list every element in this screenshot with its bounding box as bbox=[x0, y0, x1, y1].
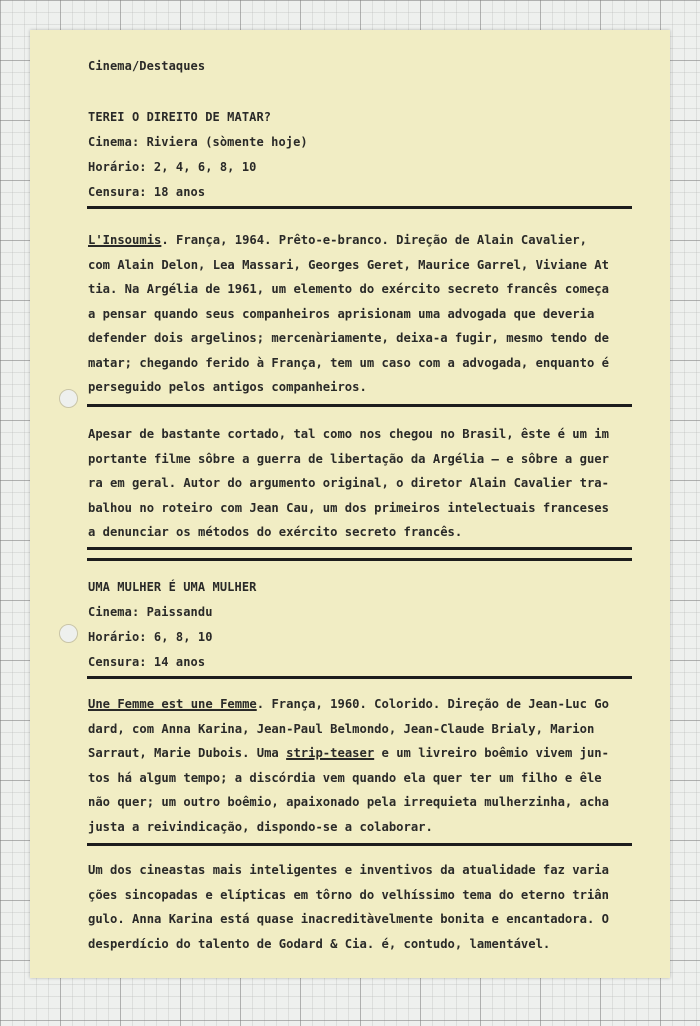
film1-horario: Horário: 2, 4, 6, 8, 10 bbox=[88, 160, 257, 174]
punch-hole bbox=[59, 624, 78, 643]
divider bbox=[87, 404, 632, 407]
film1-cinema: Cinema: Riviera (sòmente hoje) bbox=[88, 135, 308, 149]
divider bbox=[87, 676, 632, 679]
film2-horario: Horário: 6, 8, 10 bbox=[88, 630, 213, 644]
film2-original-title: Une Femme est une Femme bbox=[88, 697, 257, 711]
film2-censura: Censura: 14 anos bbox=[88, 655, 206, 669]
section-label: Cinema/Destaques bbox=[88, 59, 206, 73]
film2-synopsis: Une Femme est une Femme. França, 1960. Colorido. Direção de Jean-Luc Go dard, com Anna Karina, Jean-Paul Belmondo, Jean-Claude Brialy, Marion Sarraut, Marie Dubois. Uma strip-teaser e um livreiro boêmio vivem jun- tos há algum tempo; a discórdia vem quando ela quer ter um filho e êle não quer; um outro boêmio, apaixonado pela irrequieta mulherzinha, acha justa a reivindicação, dispondo-se a colaborar. bbox=[88, 697, 609, 834]
typewritten-sheet bbox=[30, 30, 670, 978]
divider bbox=[87, 843, 632, 846]
film2-cinema: Cinema: Paissandu bbox=[88, 605, 213, 619]
film1-title: TEREI O DIREITO DE MATAR? bbox=[88, 110, 272, 124]
film1-review: Apesar de bastante cortado, tal como nos chegou no Brasil, êste é um im portante filme sôbre a guerra de libertação da Argélia — e sôbre a guer ra em geral. Autor do argumento original, o diretor Alain Cavalier tra- balhou no roteiro com Jean Cau, um dos primeiros intelectuais franceses a denunciar os métodos do exército secreto francês. bbox=[88, 427, 609, 539]
film1-censura: Censura: 18 anos bbox=[88, 185, 206, 199]
punch-hole bbox=[59, 389, 78, 408]
divider bbox=[87, 558, 632, 561]
divider bbox=[87, 547, 632, 550]
film2-title: UMA MULHER É UMA MULHER bbox=[88, 580, 257, 594]
film1-original-title: L'Insoumis bbox=[88, 233, 162, 247]
divider bbox=[87, 206, 632, 209]
strip-teaser-term: strip-teaser bbox=[286, 746, 375, 760]
film2-review: Um dos cineastas mais inteligentes e inventivos da atualidade faz varia ções sincopadas e elípticas em tôrno do velhíssimo tema do eterno triân gulo. Anna Karina está quase inacreditàvelmente bonita e encantadora. O desperdício do talento de Godard & Cia. é, contudo, lamentável. bbox=[88, 863, 609, 951]
film1-synopsis: L'Insoumis. França, 1964. Prêto-e-branco. Direção de Alain Cavalier, com Alain Delon, Lea Massari, Georges Geret, Maurice Garrel, Viviane At tia. Na Argélia de 1961, um elemento do exército secreto francês começa a pensar quando seus companheiros aprisionam uma advogada que deveria defender dois argelinos; mercenàriamente, deixa-a fugir, mesmo tendo de matar; chegando ferido à França, tem um caso com a advogada, enquanto é perseguido pelos antigos companheiros. bbox=[88, 233, 609, 394]
